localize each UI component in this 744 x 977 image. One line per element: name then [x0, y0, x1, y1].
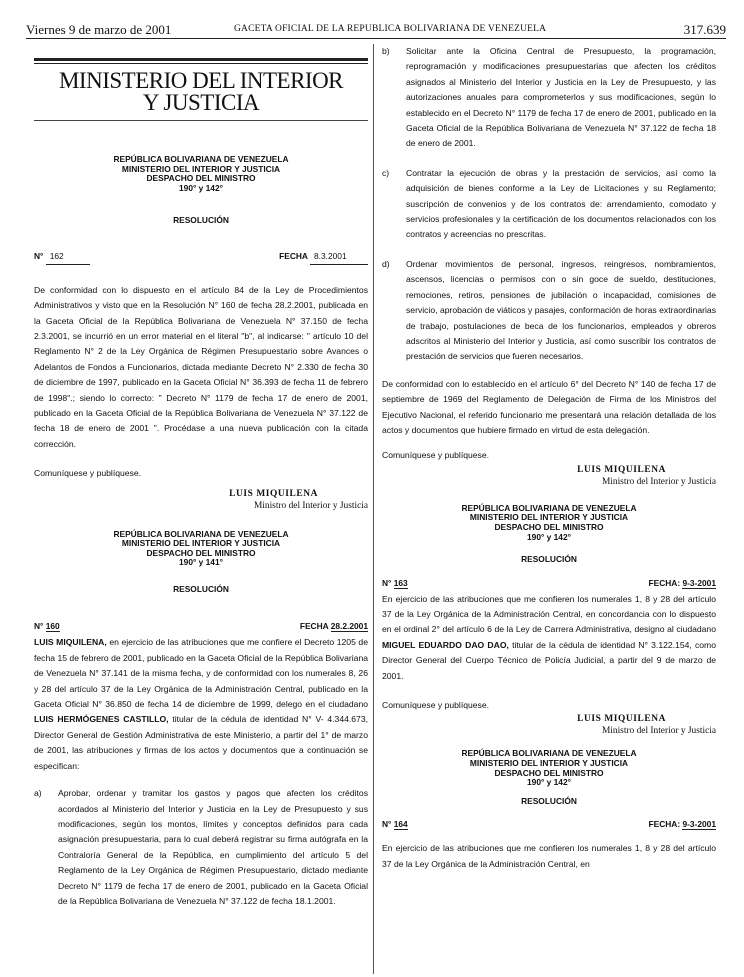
republic-line: REPÚBLICA BOLIVARIANA DE VENEZUELA [113, 528, 289, 539]
header-page-number: 317.639 [683, 22, 726, 37]
office-line: DESPACHO DEL MINISTRO [146, 173, 256, 184]
signer-title: Ministro del Interior y Justicia [253, 500, 368, 511]
ministry-title-line1: MINISTERIO DEL INTERIOR [58, 68, 344, 93]
left-column [34, 44, 368, 909]
resolution-number [382, 817, 408, 832]
list-item-label: c) [382, 167, 390, 178]
communique-line: Comuníquese y publíquese. [382, 699, 490, 710]
list-item [382, 257, 716, 365]
list-item [382, 44, 716, 152]
republic-line: REPÚBLICA BOLIVARIANA DE VENEZUELA [113, 154, 289, 164]
date-label: FECHA: [648, 819, 681, 830]
resolution-label: RESOLUCIÓN [173, 584, 229, 595]
years-line: 190° y 142° [179, 182, 223, 193]
resolution-number [382, 576, 408, 591]
signer-title: Ministro del Interior y Justicia [601, 476, 716, 487]
resolution-162-number-row [34, 249, 368, 265]
office-line: DESPACHO DEL MINISTRO [494, 521, 604, 532]
date-value: 9-3-2001 [682, 577, 716, 588]
resolution-164-body: En ejercicio de las atribuciones que me confieren los numerales 1, 8 y 28 del artículo 37 de la Ley Orgánica de la Administración Central, en [382, 843, 716, 869]
list-item-label: d) [382, 258, 390, 269]
resolution-date [649, 817, 717, 832]
number-value: 162 [46, 249, 90, 265]
resolution-number [34, 249, 90, 265]
date-label: FECHA [279, 250, 308, 261]
number-label: N° [382, 577, 392, 588]
body-text-b: titular de la cédula de identidad N° 3.122.154, como Director General del Cuerpo Técnico de Policía Judicial, a partir del 9 de marzo de 2001. [382, 639, 716, 681]
list-item [34, 786, 368, 909]
number-value: 160 [45, 621, 60, 632]
list-item-text: Contratar la ejecución de obras y la prestación de servicios, así como la adquisición de bienes conforme a la Ley de Licitaciones y su Reglamento; suscripción de convenios y de los contratos de: arrendamiento, comodato y servicios profesionales y la certificación de los documentos relacionados con los contratos y acreencias no prescritas. [406, 167, 716, 240]
ministry-title [34, 58, 368, 121]
list-item-label: b) [382, 46, 390, 56]
list-item-text: Aprobar, ordenar y tramitar los gastos y pagos que afecten los créditos acordados al Ministerio del Interior y Justicia en la Ley de Presupuesto y sus modificaciones, según los montos, límites y conceptos definidos para cada asignación presupuestaria, para lo cual deberá registrar su firma autógrafa en la Contraloría General de la República, en cumplimiento del artículo 5 del Reglamento de la Ley Orgánica de Régimen Presupuestario, dictado mediante Decreto N° 1179 de fecha 17 de enero de 2001, publicado en la Gaceta Oficial de la República Bolivariana de Venezuela N° 37.122 de fecha 18.1.2001. [58, 788, 368, 906]
resolution-162-body: De conformidad con lo dispuesto en el artículo 84 de la Ley de Procedimientos Administrativos y visto que en la Resolución N° 160 de fecha 28.2.2001, publicada en la Gaceta Oficial de la República Bolivariana de Venezuela N° 37.150 de fecha 2.3.2001, se incurrió en un error material en el literal "b", al indicarse: " artículo 10 del Reglamento N° 2 de la Ley Orgánica de Régimen Presupuestario sobre Avances o Adelantos de Fondos a Funcionarios, dictada mediante Decreto N° 2.330 de fecha 30 de diciembre de 1997, publicado en la Gaceta Oficial N° 36.393 de fecha 11 de febrero de 1998".; siendo lo correcto: " Decreto N° 1179 de fecha 17 de enero de 2001, publicado en la Gaceta Oficial de la República Bolivariana de Venezuela N° 37.122 de fecha 18 de enero de 2001 ". Procédase a una nueva publicación con la citada corrección. [34, 284, 368, 449]
resolution-163-number-row [382, 576, 716, 592]
body-appointee-name: MIGUEL EDUARDO DAO DAO, [382, 639, 509, 650]
communique-line: Comuníquese y publíquese. [34, 468, 142, 479]
date-label: FECHA [299, 621, 329, 632]
office-line: DESPACHO DEL MINISTRO [494, 767, 604, 778]
date-value: 9-3-2001 [682, 819, 716, 830]
years-line: 190° y 142° [527, 777, 571, 788]
resolution-163-body [382, 592, 716, 684]
number-label: N° [382, 819, 392, 830]
date-label: FECHA: [648, 577, 681, 588]
number-value: 164 [393, 819, 408, 830]
republic-line: REPÚBLICA BOLIVARIANA DE VENEZUELA [461, 748, 637, 759]
office-line: DESPACHO DEL MINISTRO [146, 547, 256, 558]
ministry-line: MINISTERIO DEL INTERIOR Y JUSTICIA [469, 757, 629, 768]
signer-name: LUIS MIQUILENA [229, 488, 318, 499]
resolution-164-heading [382, 749, 716, 787]
closing-paragraph: De conformidad con lo establecido en el artículo 6° del Decreto N° 140 de fecha 17 de septiembre de 1969 del Reglamento de Delegación de Firma de los Ministros del Ejecutivo Nacional, el referido funcionario me presentará una relación detallada de los actos y documentos que hubiere firmado en virtud de esta delegación. [382, 378, 716, 435]
body-text-a: En ejercicio de las atribuciones que me confieren los numerales 1, 8 y 28 del artículo 37 de la Ley Orgánica de la Administración Central, en concordancia con lo dispuesto en el ordinal 2° del artículo 6 de la Ley de Carrera Administrativa, designo al ciudadano [382, 593, 716, 635]
resolution-label: RESOLUCIÓN [173, 215, 229, 226]
column-divider [373, 44, 374, 974]
communique-line: Comuníquese y publíquese. [382, 450, 490, 461]
list-item-text: Ordenar movimientos de personal, ingresos, reingresos, nombramientos, ascensos, licencias o permisos con o sin goce de sueldo, destituciones, remociones, retiros, pensiones de jubilación o incapacidad, comisiones de servicio, aprobación de viáticos y pasajes, conformación de horas extraordinarias de trabajo, postulaciones de beca de los funcionarios, empleados y obreros adscritos al Ministerio del Interior y Justicia, así como suscribir los contratos de prestación de servicios que fueren necesarios. [406, 258, 716, 362]
resolution-date [649, 576, 717, 591]
resolution-164-number-row [382, 817, 716, 833]
header-gazette-name: GACETA OFICIAL DE LA REPUBLICA BOLIVARIANA DE VENEZUELA [234, 24, 547, 34]
ministry-line: MINISTERIO DEL INTERIOR Y JUSTICIA [469, 512, 629, 523]
body-lead-name: LUIS MIQUILENA, [34, 637, 107, 648]
ministry-line: MINISTERIO DEL INTERIOR Y JUSTICIA [121, 538, 281, 549]
ministry-title-rule [34, 63, 368, 66]
signature-block [34, 488, 368, 512]
years-line: 190° y 142° [527, 531, 571, 542]
resolution-label: RESOLUCIÓN [521, 554, 577, 565]
number-label: N° [34, 250, 44, 261]
signer-name: LUIS MIQUILENA [577, 464, 666, 475]
body-text-a: en ejercicio de las atribuciones que me confiere el Decreto 1205 de fecha 15 de febrero de 2001, publicado en la Gaceta Oficial de la República Bolivariana de Venezuela N° 37.141 de la misma fecha, y de conformidad con los numerales 8, 26 y 28 del artículo 37 de la Ley Orgánica de la Administración Central, publicado en la Gaceta Oficial N° 36.850 de fecha 14 de diciembre de 1999, delego en el ciudadano [34, 637, 368, 710]
signature-block [382, 464, 716, 488]
number-value: 163 [393, 577, 408, 588]
page-header [26, 22, 726, 38]
resolution-162-heading [34, 155, 368, 193]
list-item [382, 166, 716, 243]
ministry-title-line2: Y JUSTICIA [142, 90, 260, 115]
resolution-label: RESOLUCIÓN [521, 795, 577, 806]
body-text-b: titular de la cédula de identidad N° V- 4.344.673, Director General de Gestión Administrativa de este Ministerio, a partir del 1° de marzo de 2001, las atribuciones y firmas de los actos y documentos que a continuación se especifican: [34, 714, 368, 771]
resolution-date [279, 249, 368, 265]
date-value: 28.2.2001 [330, 621, 368, 632]
resolution-date [300, 619, 368, 634]
list-item-label: a) [34, 788, 42, 799]
signature-block [382, 713, 716, 737]
signer-title: Ministro del Interior y Justicia [601, 726, 716, 737]
resolution-160-heading [34, 530, 368, 568]
years-line: 190° y 141° [179, 557, 223, 568]
resolution-160-body [34, 635, 368, 774]
list-item-text: Solicitar ante la Oficina Central de Presupuesto, la programación, reprogramación y modificaciones presupuestarias que afecten los créditos asignados al Ministerio del Interior y Justicia en la Ley de Presupuesto, y las autorizaciones anuales para comprometerlos y sus modificaciones, según lo establecido en el Decreto N° 1179 de fecha 17 de enero de 2001, publicado en la Gaceta Oficial de la República Bolivariana de Venezuela N° 37.122 de fecha 18 de enero de 2001. [406, 46, 716, 149]
republic-line: REPÚBLICA BOLIVARIANA DE VENEZUELA [461, 502, 637, 513]
ministry-line: MINISTERIO DEL INTERIOR Y JUSTICIA [121, 163, 281, 174]
body-delegate-name: LUIS HERMÓGENES CASTILLO, [34, 714, 169, 725]
resolution-number [34, 619, 60, 634]
signer-name: LUIS MIQUILENA [577, 714, 666, 725]
date-value: 8.3.2001 [310, 249, 368, 265]
resolution-160-number-row [34, 619, 368, 635]
header-date: Viernes 9 de marzo de 2001 [26, 22, 172, 37]
number-label: N° [34, 621, 44, 632]
header-rule [26, 38, 726, 39]
right-column [382, 44, 716, 872]
resolution-163-heading [382, 504, 716, 542]
